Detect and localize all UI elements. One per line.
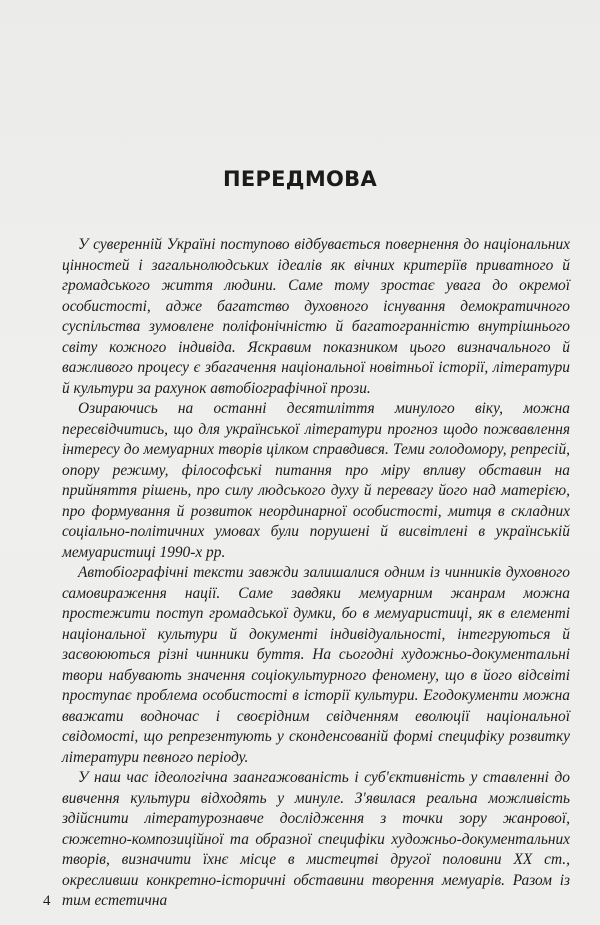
main-text xyxy=(62,235,570,912)
paragraph-4: У наш час ідеологічна заангажованість і суб'єктивність у ставленні до вивчення культури відходять у минуле. З'явилася реальна можливість здійснити літературознавче дослідження з точки зору жанрової, сюжетно-композиційної та образної специфіки художньо-документальних творів, визначити їхнє місце в мистецтві другої половини XX ст., окресливши конкретно-історичні обставини творення мемуарів. Разом із тим естетична xyxy=(62,769,570,909)
paragraph-3: Автобіографічні тексти завжди залишалися одним із чинників духовного самовираження нації. Саме завдяки мемуарним жанрам можна простежити поступ громадської думки, бо в мемуаристиці, як в елементі національної культури й документі індивідуальності, інтегруються й засвоюються різні чинники буття. На сьогодні художньо-документальні твори набувають значення соціокультурного феномену, що в його відсвіті проступає проблема особистості в історії культури. Егодокументи можна вважати водночас і своєрідним свідченням еволюції національної свідомості, що репрезентують у сконденсованій формі специфіку розвитку літератури певного періоду. xyxy=(62,564,570,766)
paragraph-2: Озираючись на останні десятиліття минулого віку, можна пересвідчитись, що для української літератури прогноз щодо пожвавлення інтересу до мемуарних творів цілком справдився. Теми голодомору, репресій, опору режиму, філософські питання про міру впливу обставин на прийняття рішень, про силу людського духу й перевагу його над матерією, про формування й розвиток неординарної особистості, митця в складних соціально-політичних умовах були порушені й висвітлені в українській мемуаристиці 1990-х рр. xyxy=(62,400,570,561)
page-title: ПЕРЕДМОВА xyxy=(222,167,378,191)
paragraph-1: У суверенній Україні поступово відбувається повернення до національних цінностей і загальнолюдських ідеалів як вічних критеріїв приватного й громадського життя людини. Саме тому зростає увага до окремої особистості, адже багатство духовного існування демократичного суспільства зумовлене поліфонічністю й багатогранністю внутрішнього світу кожного індивіда. Яскравим показником цього визначального й важливого процесу є збагачення національної новітньої історії, літератури й культури за рахунок автобіографічної прози. xyxy=(62,236,570,397)
page-number: 4 xyxy=(43,893,51,909)
show-through-text xyxy=(60,70,540,172)
